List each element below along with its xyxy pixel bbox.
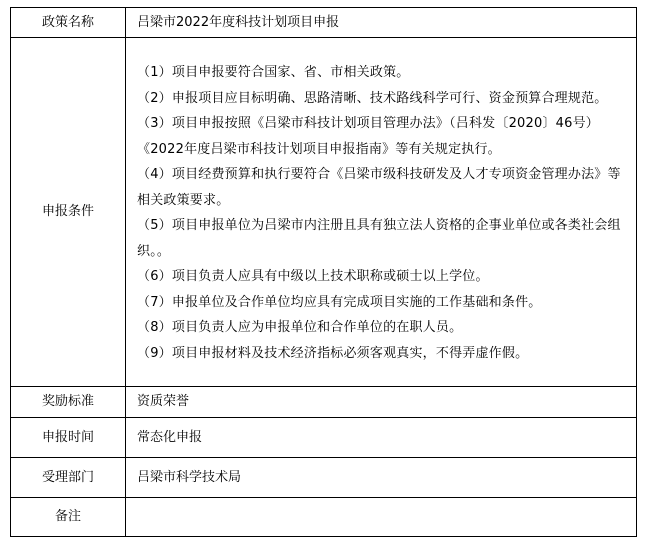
- condition-item-6: （6）项目负责人应具有中级以上技术职称或硕士以上学位。: [137, 269, 489, 284]
- policy-name-label: 政策名称: [11, 8, 126, 38]
- application-time-value: 常态化申报: [126, 418, 637, 458]
- reward-label: 奖励标准: [11, 387, 126, 418]
- application-time-label: 申报时间: [11, 418, 126, 458]
- conditions-cell: [126, 38, 637, 387]
- policy-table: [10, 7, 637, 537]
- condition-item-3: （3）项目申报按照《吕梁市科技计划项目管理办法》（吕科发〔2020〕46号）《2022年度吕梁市科技计划项目申报指南》等有关规定执行。: [137, 116, 599, 157]
- condition-item-5: （5）项目申报单位为吕梁市内注册且具有独立法人资格的企事业单位或各类社会组织。。: [137, 218, 621, 259]
- conditions-list: [137, 56, 630, 368]
- condition-item-9: （9）项目申报材料及技术经济指标必须客观真实，不得弄虚作假。: [137, 345, 529, 361]
- row-remarks: [11, 498, 637, 537]
- row-department: [11, 458, 637, 498]
- row-policy-name: [11, 8, 637, 38]
- department-value: 吕梁市科学技术局: [126, 458, 637, 498]
- condition-item-2: （2）申报项目应目标明确、思路清晰、技术路线科学可行、资金预算合理规范。: [137, 90, 608, 106]
- condition-item-7: （7）申报单位及合作单位均应具有完成项目实施的工作基础和条件。: [137, 294, 542, 310]
- row-conditions: [11, 38, 637, 387]
- condition-item-8: （8）项目负责人应为申报单位和合作单位的在职人员。: [137, 320, 463, 335]
- row-application-time: [11, 418, 637, 458]
- policy-name-value: 吕梁市2022年度科技计划项目申报: [126, 8, 637, 38]
- department-label: 受理部门: [11, 458, 126, 498]
- remarks-label: 备注: [11, 498, 126, 537]
- condition-item-1: （1）项目申报要符合国家、省、市相关政策。: [137, 65, 410, 80]
- row-reward: [11, 387, 637, 418]
- remarks-value: [126, 498, 637, 537]
- conditions-label: 申报条件: [11, 38, 126, 387]
- condition-item-4: （4）项目经费预算和执行要符合《吕梁市级科技研发及人才专项资金管理办法》等相关政策要求。: [137, 167, 621, 208]
- reward-value: 资质荣誉: [126, 387, 637, 418]
